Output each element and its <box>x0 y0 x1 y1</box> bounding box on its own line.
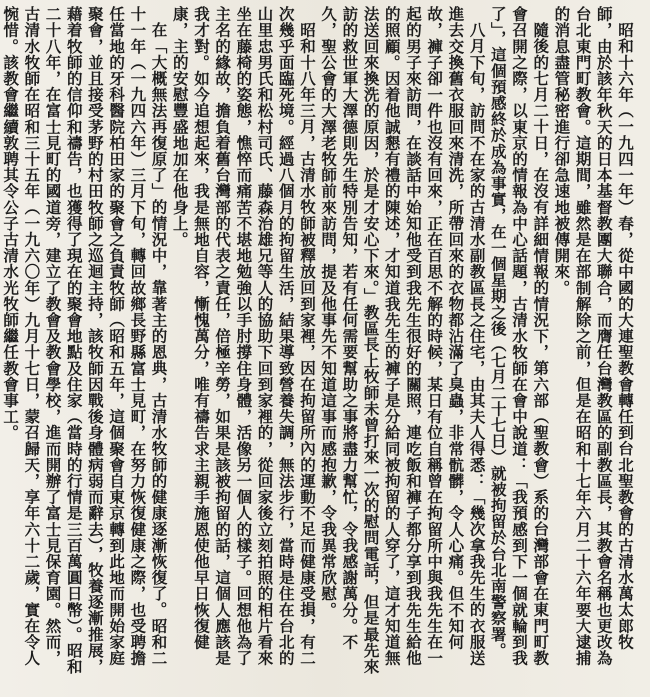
vertical-text-body <box>1 6 636 678</box>
paragraph-2: 隨後的七月二十日，在沒有詳細情報的情況下，第六部（聖教會）系的台灣部會在東門町教會召開之際，以東京的情報為中心話題，古清水牧師在會中說道：「我預感到下一個就輪到我了」，這個預感終於成為事實，在一個星期之後（七月二十七日）就被拘留於台北南警察署。 <box>488 6 551 667</box>
paragraph-1: 昭和十六年（一九四一年）春，從中國的大連聖教會轉任到台北聖教會的古清水萬太郎牧師，由於該年秋天的日本基督教團大聯合，而膺任台灣教區的副教區長，其教會名稱也更改為台北東門町教會。這期間，雖然是在部制解除之前，但是在昭和十七年六月二十六年要大逮捕的消息盡管秘密進行卻急速地被傳開來。 <box>552 6 635 667</box>
paragraph-3: 八月下旬，訪問不在家的古清水副教區長之住宅，由其夫人得悉：「幾次拿我先生的衣服送進去交換舊衣服回來清洗，所帶回來的衣物都沾滿了臭蟲，非常骯髒，令人心痛。但不知何故，褲子卻一件也沒有回來，正在百思不解的時候，某日有位自稱曾在拘留所中與我先生在一起的男子來訪問，在談話中始知他受到我先生很好的關照，連吃飯和褲子都分享到我先生給他的照顧。因着他誠懇有禮的陳述，才知道我先生的褲子是分給同被拘留的人穿了，這才知道無法送回來換洗的原因，於是才安心下來。」教區長上牧師未曾打來一次的慰問電話，但是最先來訪的救世軍大澤德則先生特別告知，若有任何需要幫助之事將盡力幫忙，令我感謝萬分。不久，聖公會的大澤老牧師前來訪問，提及他事先不知道這事而感抱歉，令我異常欣慰。 <box>319 6 487 675</box>
paragraph-4: 昭和十八年三月，古清水牧師被釋放回到家裡，因在拘留所內的運動不足而健康受損，有二次幾乎面臨死境。經過八個月的拘留生活，結果導致營養失調，無法步行，當時是住在台北的山里忠男氏和松村司氏、藤森治雄兄等人的協助下回到家裡的，從回家後立刻拍照的相片看來坐在藤椅的姿態，憔悴而痛苦不堪地勉強以手肘撐住身體，活像另一個人的樣子。回想他為了主名的緣故，擔負着舊台灣部的代表之責任，倍極辛勞，如果是該被拘留的話，這個人應該是我才對。如今追想起來，我是無地自容，慚愧萬分，唯有禱告求主親手施恩使他早日恢復健康，主的安慰豐盛地加在他身上。 <box>170 6 317 667</box>
paragraph-5: 在「大概無法再復原了」的情況中，靠著主的恩典，古清水牧師的健康逐漸恢復了。昭和二十一年（一九四六年）三月下旬，轉回故鄉長野縣富士見町，在努力恢復健康之際，也受聘擔任當地的牙科醫院柏田家的聚會之負責牧師（昭和五年，這個聚會自東京轉到此地而開始家庭聚會，並且接受茅野的村田牧師之巡迴主持，該牧師因戰後身體病弱而辭去），牧養逐漸推展，藉着牧師的信仰和禱告，也獲得了現在的聚會地點及住家（當時的行情是三百萬圓日幣）。昭和二十八年，在富士見町的國道旁，建立了教會及教會學校，進而開辦了富士見保育園。然而，古清水牧師在昭和三十五年（一九六〇年）九月十七日，蒙召歸天，享年六十二歲，實在令人惋惜。該教會繼續敦聘其令公子古清水光牧師繼任教會事工。 <box>1 6 169 675</box>
